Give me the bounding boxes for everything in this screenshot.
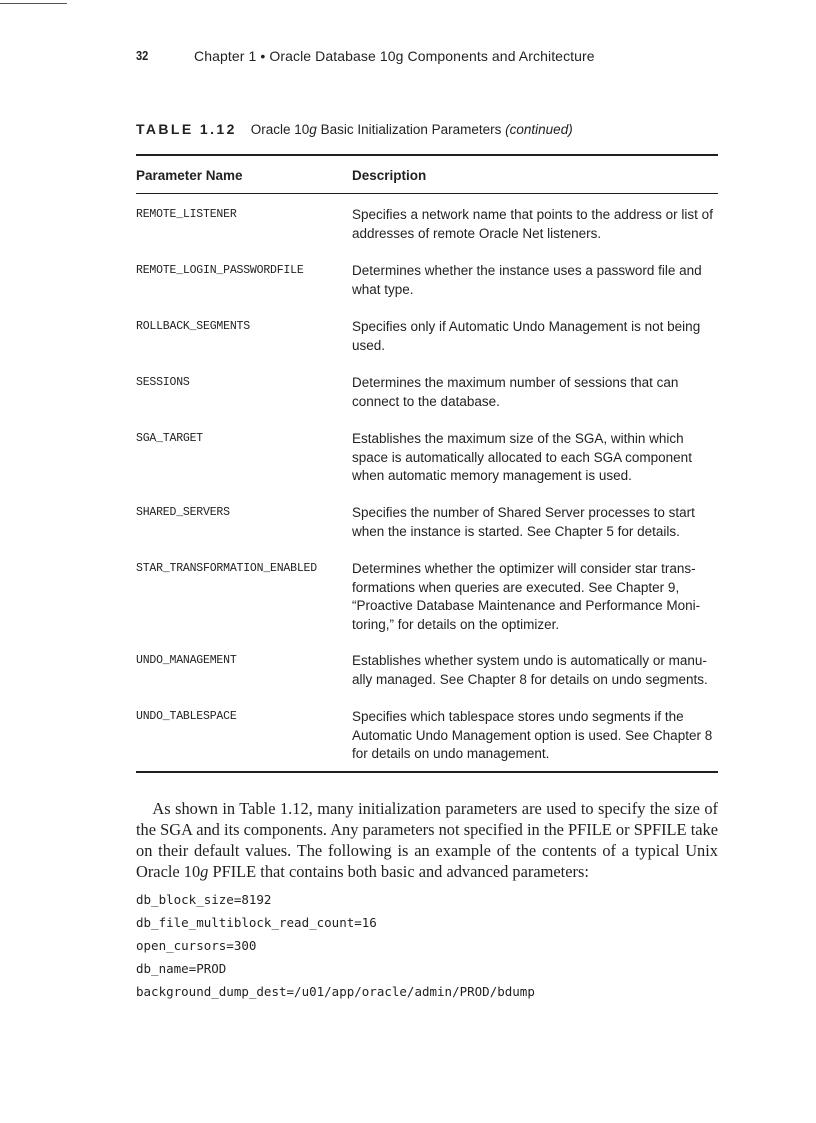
code-listing [136, 888, 535, 1003]
page-number: 32 [136, 48, 149, 63]
table-continued-label: (continued) [505, 122, 573, 137]
column-header-description: Description [352, 168, 427, 183]
table-caption [136, 121, 736, 137]
running-head: Chapter 1 • Oracle Database 10g Components and Architecture [194, 48, 595, 64]
page-header [0, 48, 816, 68]
table-label: TABLE 1.12 [136, 121, 237, 137]
parameter-description: Determines the maximum number of sessions that can connect to the database. [352, 375, 679, 409]
parameter-name: STAR_TRANSFORMATION_ENABLED [136, 562, 317, 575]
parameter-description: Specifies the number of Shared Server processes to start when the instance is started. See Chapter 5 for details. [352, 505, 695, 539]
code-line: background_dump_dest=/u01/app/oracle/admin/PROD/bdump [136, 984, 535, 999]
parameter-name: REMOTE_LOGIN_PASSWORDFILE [136, 264, 304, 277]
parameter-description: Specifies only if Automatic Undo Management is not being used. [352, 319, 701, 353]
parameter-name: REMOTE_LISTENER [136, 208, 237, 221]
parameter-name: SESSIONS [136, 376, 190, 389]
table-title: Oracle 10g Basic Initialization Parameters [250, 122, 502, 137]
parameter-description: Specifies a network name that points to the address or list of addresses of remote Oracle Net listeners. [352, 207, 713, 241]
parameter-name: ROLLBACK_SEGMENTS [136, 320, 250, 333]
corner-crop-mark [0, 3, 67, 4]
parameter-description: Determines whether the instance uses a password file and what type. [352, 263, 702, 297]
parameter-name: UNDO_TABLESPACE [136, 710, 237, 723]
table-header-rule [136, 193, 718, 194]
code-line: db_name=PROD [136, 961, 227, 976]
column-header-parameter: Parameter Name [136, 168, 243, 183]
parameter-description: Specifies which tablespace stores undo segments if the Automatic Undo Management option is used. See Chapter 8 for details on undo management. [352, 709, 713, 761]
parameter-name: SHARED_SERVERS [136, 506, 230, 519]
parameter-description: Establishes whether system undo is automatically or manu-ally managed. See Chapter 8 for details on undo segments. [352, 653, 708, 687]
table-bottom-rule [136, 771, 718, 773]
code-line: db_block_size=8192 [136, 892, 272, 907]
code-line: open_cursors=300 [136, 938, 257, 953]
parameter-description: Determines whether the optimizer will consider star trans-formations when queries are executed. See Chapter 9, “Proactive Database Maintenance and Performance Moni-toring,” for details on the optimizer. [352, 561, 701, 632]
parameter-name: SGA_TARGET [136, 432, 204, 445]
body-paragraph: As shown in Table 1.12, many initialization parameters are used to specify the size of the SGA and its components. Any parameters not specified in the PFILE or SPFILE take on their default values. The following is an example of the contents of a typical Unix Oracle 10g PFILE that contains both basic and advanced parameters: [136, 799, 718, 881]
parameter-description: Establishes the maximum size of the SGA, within which space is automatically allocated to each SGA component when automatic memory management is used. [352, 431, 692, 483]
table-top-rule [136, 154, 718, 156]
code-line: db_file_multiblock_read_count=16 [136, 915, 377, 930]
parameter-name: UNDO_MANAGEMENT [136, 654, 237, 667]
